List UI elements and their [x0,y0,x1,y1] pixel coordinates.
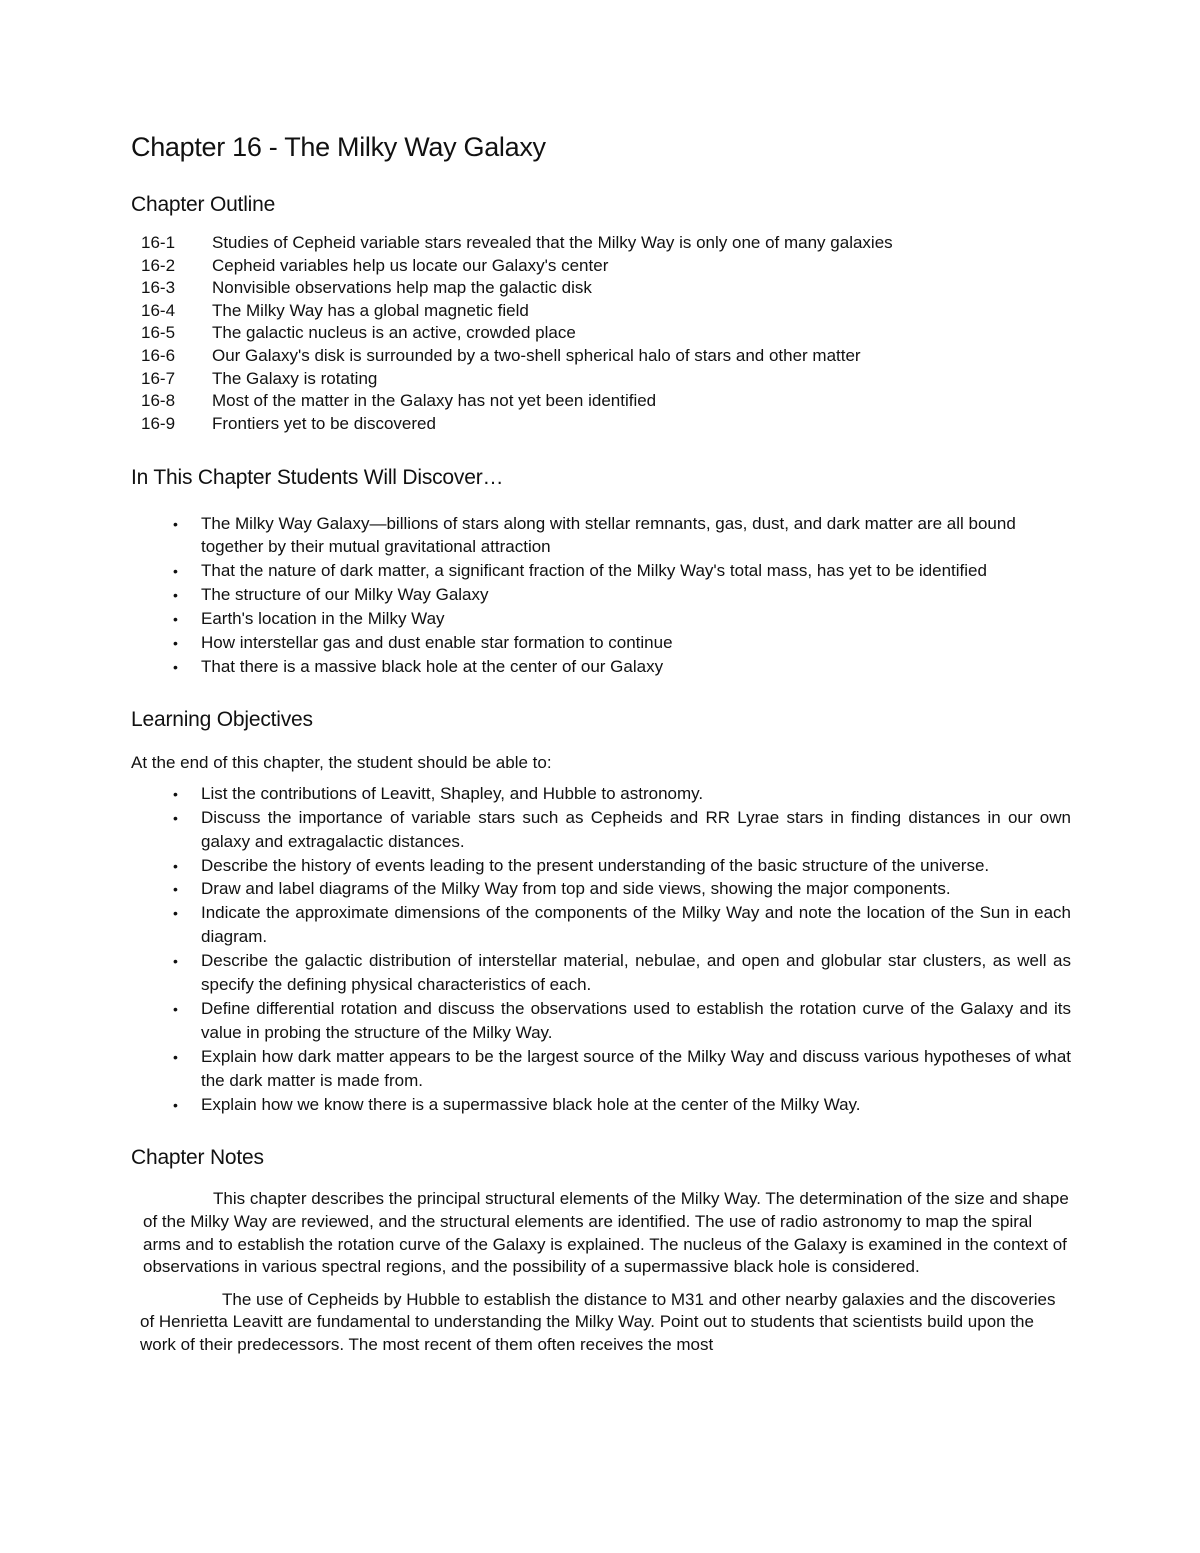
discover-list [131,513,1071,678]
chapter-outline-heading: Chapter Outline [131,193,276,216]
objectives-list [131,782,1071,1117]
bullet-icon: • [173,516,178,533]
discover-item-text: The structure of our Milky Way Galaxy [201,584,489,604]
outline-item-number: 16-5 [141,323,176,343]
discover-item-text: That there is a massive black hole at the center of our Galaxy [201,656,664,676]
outline-item-number: 16-4 [141,300,176,320]
objective-item [131,1045,1071,1094]
outline-item-number: 16-9 [141,413,176,433]
chapter-notes-heading: Chapter Notes [131,1146,264,1170]
bullet-icon: • [173,1000,178,1017]
outline-item-number: 16-1 [141,233,176,252]
bullet-icon: • [173,809,178,826]
outline-item-number: 16-7 [141,368,176,388]
objectives-intro: At the end of this chapter, the student should be able to: [131,753,552,773]
objective-item [131,1093,1071,1118]
outline-item [131,322,1071,345]
discover-item [131,584,1071,607]
objective-item [131,949,1071,998]
outline-item-number: 16-3 [141,278,176,298]
bullet-icon: • [173,562,178,579]
bullet-icon: • [173,586,178,603]
objective-item [131,854,1071,879]
discover-item-text: How interstellar gas and dust enable star formation to continue [201,632,673,652]
objective-item-text: List the contributions of Leavitt, Shapley, and Hubble to astronomy. [201,784,704,804]
discover-heading: In This Chapter Students Will Discover… [131,466,504,490]
objective-item-text: Draw and label diagrams of the Milky Way from top and side views, showing the major components. [201,879,951,899]
chapter-notes-body [131,1188,1071,1356]
objective-item-text: Define differential rotation and discuss the observations used to establish the rotation curve of the Galaxy and its value in probing the structure of the Milky Way. [201,998,1071,1043]
bullet-icon: • [173,881,178,898]
outline-item-text: Most of the matter in the Galaxy has not yet been identified [212,391,657,411]
outline-item-text: The galactic nucleus is an active, crowded place [212,323,576,343]
outline-item [131,390,1071,413]
bullet-icon: • [173,904,178,921]
objective-item-text: Explain how dark matter appears to be the largest source of the Milky Way and discuss various hypotheses of what the dark matter is made from. [201,1046,1071,1091]
objective-item-text: Describe the galactic distribution of interstellar material, nebulae, and open and globular star clusters, as well as specify the defining physical characteristics of each. [201,950,1071,995]
objective-item-text: Indicate the approximate dimensions of the components of the Milky Way and note the location of the Sun in each diagram. [201,902,1071,947]
objective-item-text: Explain how we know there is a supermassive black hole at the center of the Milky Way. [201,1094,861,1114]
objective-item [131,901,1071,950]
discover-item [131,608,1071,631]
discover-item-text: The Milky Way Galaxy—billions of stars along with stellar remnants, gas, dust, and dark matter are all bound together by their mutual gravitational attraction [201,514,1016,556]
bullet-icon: • [173,786,178,803]
outline-item [131,255,1071,278]
bullet-icon: • [173,634,178,651]
outline-item-text: Nonvisible observations help map the galactic disk [212,278,592,298]
bullet-icon: • [173,1096,178,1113]
outline-item [131,368,1071,391]
chapter-outline-list [131,232,1071,435]
outline-item-number: 16-8 [141,391,176,411]
learning-objectives-heading: Learning Objectives [131,708,313,732]
outline-item [131,300,1071,323]
document-page [131,128,1071,1357]
outline-item [131,277,1071,300]
bullet-icon: • [173,658,178,675]
outline-item [131,345,1071,368]
outline-item [131,232,1071,255]
discover-item [131,513,1071,558]
outline-item-text: Frontiers yet to be discovered [212,413,436,433]
outline-item-number: 16-2 [141,255,176,275]
outline-item-text: The Galaxy is rotating [212,368,378,388]
objective-item [131,806,1071,855]
outline-item-text: Cepheid variables help us locate our Galaxy's center [212,255,609,275]
objective-item [131,877,1071,902]
notes-paragraph: This chapter describes the principal structural elements of the Milky Way. The determination of the size and shape of the Milky Way are reviewed, and the structural elements are identified. The use of radio astronomy to map the spiral arms and to establish the rotation curve of the Galaxy is explained. The nucleus of the Galaxy is examined in the context of observations in various spectral regions, and the possibility of a supermassive black hole is considered. [143,1189,1069,1277]
discover-item [131,656,1071,679]
discover-item [131,560,1071,583]
notes-paragraph: The use of Cepheids by Hubble to establish the distance to M31 and other nearby galaxies and the discoveries of Henrietta Leavitt are fundamental to understanding the Milky Way. Point out to students that scientists build upon the work of their predecessors. The most recent of them often receives the most [140,1289,1056,1355]
chapter-title: Chapter 16 - The Milky Way Galaxy [131,132,546,162]
outline-item-number: 16-6 [141,345,176,365]
objective-item-text: Discuss the importance of variable stars such as Cepheids and RR Lyrae stars in finding distances in our own galaxy and extragalactic distances. [201,807,1071,852]
objective-item [131,782,1071,807]
discover-item-text: That the nature of dark matter, a significant fraction of the Milky Way's total mass, has yet to be identified [201,560,987,580]
bullet-icon: • [173,610,178,627]
outline-item-text: The Milky Way has a global magnetic field [212,300,529,320]
discover-item [131,632,1071,655]
bullet-icon: • [173,1048,178,1065]
outline-item-text: Studies of Cepheid variable stars revealed that the Milky Way is only one of many galaxies [212,233,893,252]
discover-item-text: Earth's location in the Milky Way [201,608,445,628]
outline-item-text: Our Galaxy's disk is surrounded by a two-shell spherical halo of stars and other matter [212,345,861,365]
bullet-icon: • [173,952,178,969]
objective-item-text: Describe the history of events leading to the present understanding of the basic structure of the universe. [201,855,990,875]
bullet-icon: • [173,857,178,874]
outline-item [131,413,1071,436]
objective-item [131,997,1071,1046]
